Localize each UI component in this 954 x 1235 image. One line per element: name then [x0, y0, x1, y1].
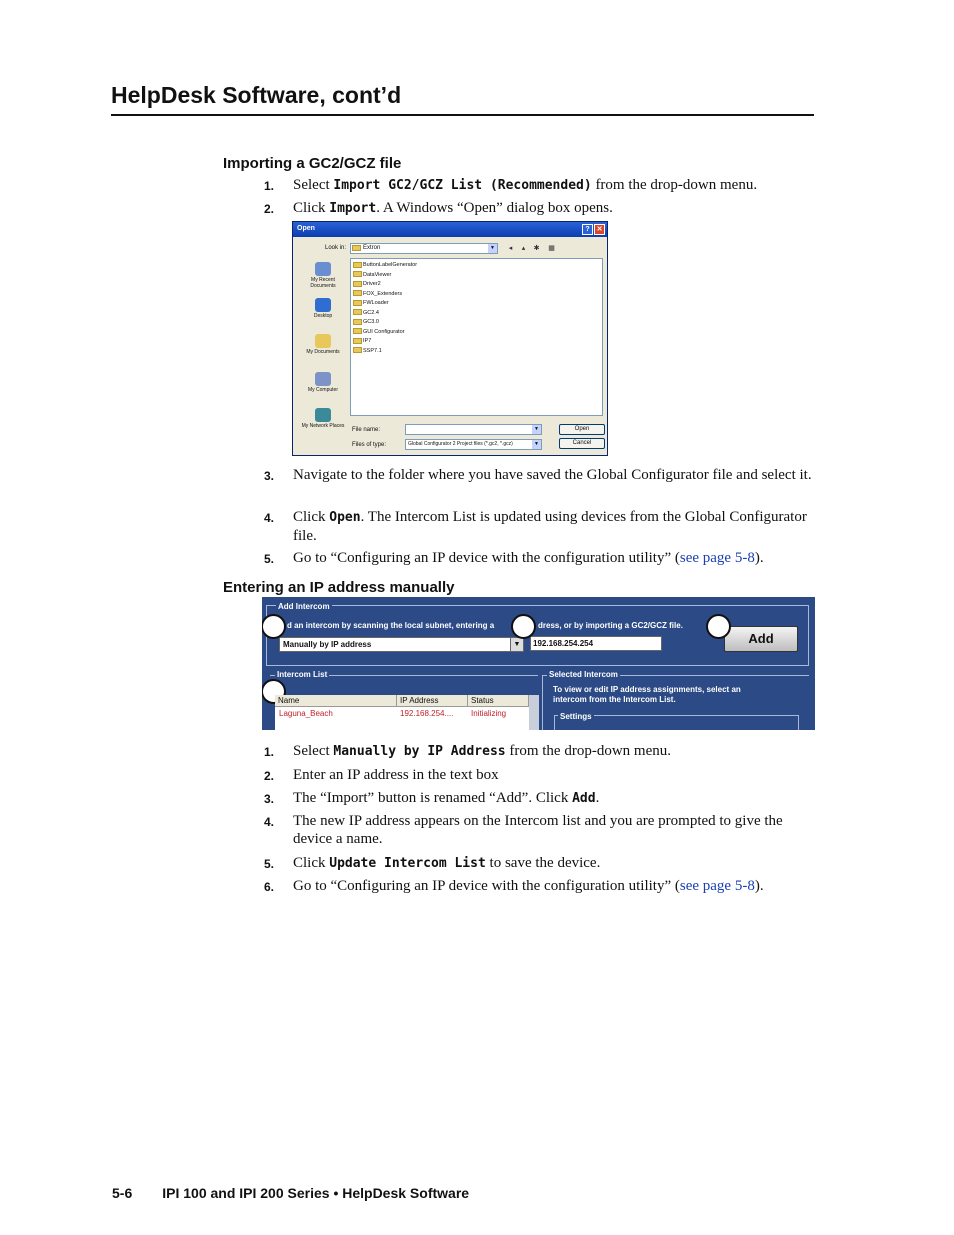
import-step-4: [264, 508, 814, 544]
folder-item[interactable]: GC2.4: [353, 309, 379, 318]
chevron-down-icon: ▼: [488, 244, 497, 253]
folder-item[interactable]: SSP7.1: [353, 347, 382, 356]
callout-marker: [262, 614, 286, 639]
selected-hint: intercom from the Intercom List.: [553, 695, 676, 704]
add-button[interactable]: Add: [724, 626, 798, 652]
step-command: Manually by IP Address: [333, 744, 506, 759]
open-dialog-screenshot: [292, 221, 608, 456]
file-type-select[interactable]: Global Configurator 2 Project files (*.gc2, *.gcz) ▼: [405, 439, 542, 450]
section-heading-import: Importing a GC2/GCZ file: [223, 155, 402, 172]
close-icon[interactable]: ✕: [594, 224, 605, 235]
folder-item[interactable]: DataViewer: [353, 271, 391, 280]
step-text: Go to “Configuring an IP device with the configuration utility” (: [293, 550, 680, 566]
step-command: Update Intercom List: [329, 856, 486, 871]
chevron-down-icon: ▼: [532, 425, 541, 434]
look-in-value: Extron: [363, 245, 381, 251]
place-my-computer[interactable]: My Computer: [298, 372, 348, 393]
page-footer: [112, 1185, 469, 1201]
step-text: Enter an IP address in the text box: [293, 767, 499, 783]
add-intercom-screenshot: [262, 597, 815, 730]
list-scrollbar[interactable]: [529, 695, 539, 730]
folder-icon: [353, 347, 362, 353]
see-page-link[interactable]: see page 5-8: [679, 878, 755, 894]
folder-icon: [353, 290, 362, 296]
folder-icon: [353, 262, 362, 268]
desktop-icon: [315, 298, 331, 312]
footer-title: IPI 100 and IPI 200 Series • HelpDesk Software: [162, 1185, 470, 1201]
folder-icon: [353, 271, 362, 277]
folder-icon: [353, 338, 362, 344]
folder-item[interactable]: ButtonLabelGenerator: [353, 261, 417, 270]
new-folder-icon[interactable]: ✱: [533, 245, 540, 252]
row-status: Initializing: [471, 709, 507, 718]
see-page-link[interactable]: see page 5-8: [679, 550, 755, 566]
section-heading-manual: Entering an IP address manually: [223, 579, 455, 596]
step-text: .: [595, 790, 600, 806]
views-icon[interactable]: ▦: [548, 245, 555, 252]
manual-step-2: [264, 766, 814, 784]
places-bar: [298, 258, 348, 445]
place-network[interactable]: My Network Places: [298, 408, 348, 429]
back-icon[interactable]: ◂: [508, 245, 513, 252]
help-icon[interactable]: ?: [582, 224, 593, 235]
selected-hint: To view or edit IP address assignments, select an: [553, 685, 741, 694]
step-command: Open: [329, 510, 361, 525]
method-value: Manually by IP address: [283, 640, 372, 649]
folder-icon: [353, 319, 362, 325]
step-text: from the drop-down menu.: [505, 743, 671, 759]
page-title: HelpDesk Software, cont’d: [111, 82, 402, 108]
folder-item[interactable]: FWLoader: [353, 299, 389, 308]
folder-item[interactable]: GC3.0: [353, 318, 379, 327]
callout-marker: [706, 614, 731, 639]
dialog-titlebar: [293, 222, 607, 237]
step-text: Select: [293, 177, 334, 193]
intercom-list-group-label: Intercom List: [277, 670, 328, 679]
step-text: ).: [754, 550, 764, 566]
recent-documents-icon: [315, 262, 331, 276]
file-list[interactable]: [350, 258, 603, 416]
step-command: Import GC2/GCZ List (Recommended): [333, 178, 592, 193]
step-text: Go to “Configuring an IP device with the configuration utility” (: [293, 878, 680, 894]
place-recent[interactable]: My Recent Documents: [298, 262, 348, 289]
step-command: Add: [572, 791, 596, 806]
step-command: Import: [329, 201, 377, 216]
method-dropdown[interactable]: [279, 637, 524, 652]
step-text: from the drop-down menu.: [591, 177, 758, 193]
look-in-label: Look in:: [325, 245, 347, 251]
ip-address-input[interactable]: 192.168.254.254: [530, 636, 662, 651]
step-text: . The Intercom List is updated using devices from the Global Configurator file.: [293, 509, 807, 544]
manual-step-4: [264, 812, 814, 848]
manual-step-5: [264, 854, 814, 872]
selected-intercom-group-label: Selected Intercom: [549, 670, 618, 679]
file-name-input[interactable]: [405, 424, 542, 435]
column-header-status[interactable]: Status: [468, 695, 529, 707]
manual-step-3: [264, 789, 814, 807]
folder-icon: [352, 245, 361, 251]
step-number: 1.: [264, 179, 275, 193]
place-desktop[interactable]: Desktop: [298, 298, 348, 319]
row-ip: 192.168.254....: [400, 709, 454, 718]
step-number: 4.: [264, 511, 275, 525]
step-text: ).: [754, 878, 764, 894]
title-rule: [111, 114, 814, 116]
cancel-button[interactable]: Cancel: [559, 438, 605, 449]
file-type-label: Files of type:: [352, 442, 387, 448]
step-number: 6.: [264, 880, 275, 894]
folder-item[interactable]: GUI Configurator: [353, 328, 405, 337]
file-name-label: File name:: [352, 427, 381, 433]
open-button[interactable]: Open: [559, 424, 605, 435]
instruction-text: d an intercom by scanning the local subnet, entering a: [287, 621, 495, 630]
folder-item[interactable]: Driver2: [353, 280, 381, 289]
step-text: The “Import” button is renamed “Add”. Click: [293, 790, 573, 806]
row-name: Laguna_Beach: [279, 709, 333, 718]
step-number: 2.: [264, 202, 275, 216]
import-step-2: [264, 199, 814, 217]
import-step-5: [264, 549, 814, 567]
step-text: Navigate to the folder where you have saved the Global Configurator file and select it.: [293, 467, 812, 483]
instruction-text: dress, or by importing a GC2/GCZ file.: [538, 621, 683, 630]
step-text: Click: [293, 200, 330, 216]
step-number: 3.: [264, 792, 275, 806]
manual-step-6: [264, 877, 814, 895]
callout-marker: [511, 614, 536, 639]
step-number: 1.: [264, 745, 275, 759]
step-text: Click: [293, 855, 330, 871]
up-folder-icon[interactable]: ▴: [521, 245, 526, 252]
chevron-down-icon: ▼: [510, 638, 523, 651]
place-my-documents[interactable]: My Documents: [298, 334, 348, 355]
import-step-1: [264, 176, 814, 194]
dialog-title: Open: [297, 225, 315, 232]
folder-icon: [353, 281, 362, 287]
add-intercom-group-label: Add Intercom: [278, 602, 330, 611]
folder-icon: [353, 328, 362, 334]
step-number: 5.: [264, 552, 275, 566]
column-header-ip[interactable]: IP Address: [397, 695, 468, 707]
import-step-3: [264, 466, 814, 502]
chevron-down-icon: ▼: [532, 440, 541, 449]
step-text: The new IP address appears on the Intercom list and you are prompted to give the device a name.: [293, 813, 783, 847]
folder-item[interactable]: FOX_Extenders: [353, 290, 402, 299]
column-header-name[interactable]: Name: [275, 695, 397, 707]
step-number: 2.: [264, 769, 275, 783]
footer-page-number: 5-6: [112, 1185, 133, 1201]
folder-icon: [353, 309, 362, 315]
my-computer-icon: [315, 372, 331, 386]
step-number: 3.: [264, 469, 275, 483]
manual-step-1: [264, 742, 814, 760]
step-text: . A Windows “Open” dialog box opens.: [376, 200, 613, 216]
look-in-select[interactable]: [350, 243, 498, 254]
folder-icon: [353, 300, 362, 306]
step-text: Click: [293, 509, 330, 525]
step-text: Select: [293, 743, 334, 759]
settings-group-label: Settings: [560, 712, 592, 721]
network-places-icon: [315, 408, 331, 422]
step-number: 5.: [264, 857, 275, 871]
my-documents-icon: [315, 334, 331, 348]
step-number: 4.: [264, 815, 275, 829]
step-text: to save the device.: [485, 855, 601, 871]
folder-item[interactable]: IP7: [353, 337, 371, 346]
intercom-list-table[interactable]: [275, 695, 529, 730]
